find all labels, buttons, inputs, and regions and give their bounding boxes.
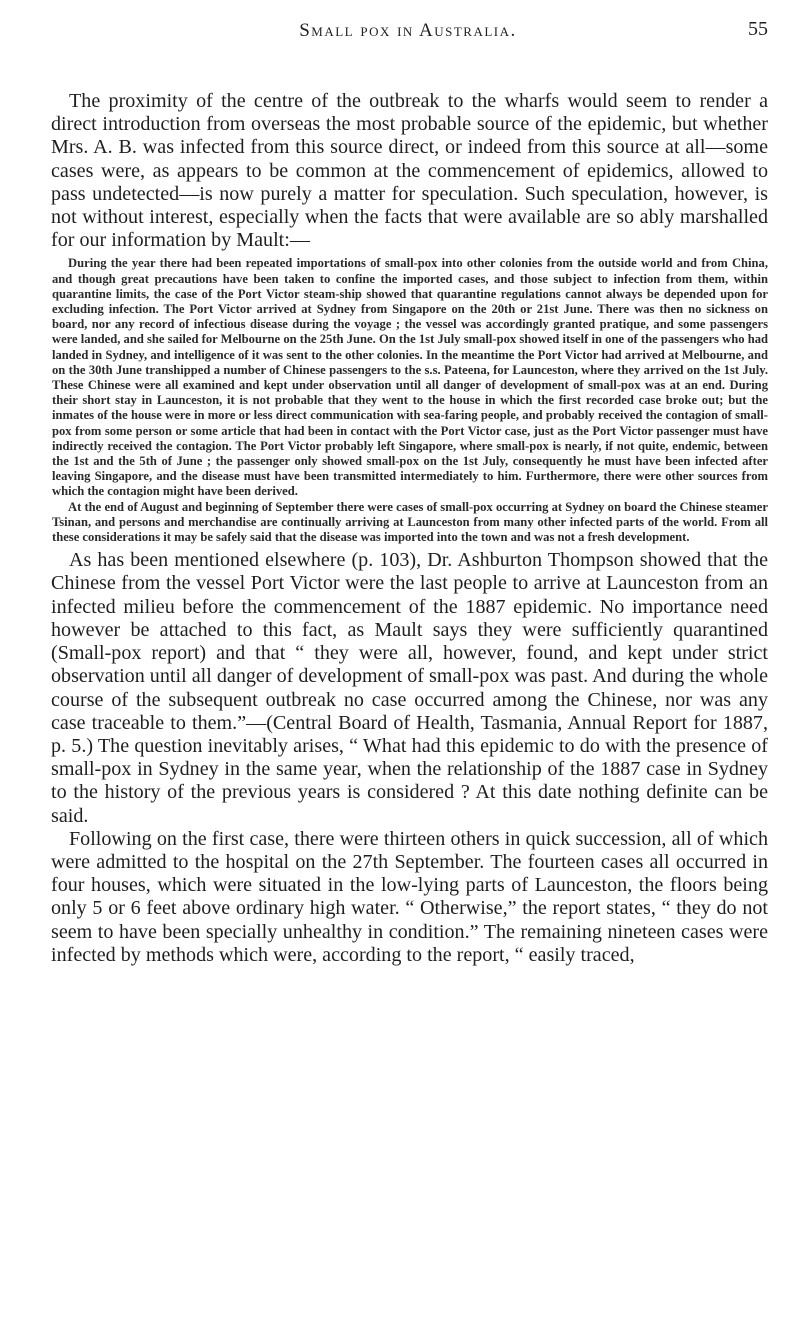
quotation-paragraph-1: During the year there had been repeated importations of small-pox into other colonies from the outside world and from China, and though great precautions have been taken to confine the imported cases, and those subject to infection from them, within quarantine limits, the case of the Port Victor steam-ship showed that quarantine regulations cannot always be depended upon for excluding infection. The Port Victor arrived at Sydney from Singapore on the 20th or 21st June. There was then no sickness on board, nor any record of infectious disease during the voyage ; the vessel was accordingly granted pratique, and some passengers were landed, and she sailed for Melbourne on the 25th June. On the 1st July small-pox showed itself in one of the passengers who had landed in Sydney, and intelligence of it was sent to the other colonies. In the meantime the Port Victor had arrived at Melbourne, and on the 30th June transhipped a number of Chinese passengers to the s.s. Pateena, for Launceston, where they arrived on the 1st July. These Chinese were all examined and kept under observation until all danger of development of small-pox was at an end. During their short stay in Launceston, it is not probable that they went to the house in which the first recorded case broke out; but the inmates of the house were in more or less direct communication with sea-faring people, and probably received the contagion of small-pox from some person or some article that had been in contact with the Port Victor case, just as the Port Victor passenger must have indirectly received the contagion. The Port Victor probably left Singapore, where small-pox is nearly, if not quite, endemic, between the 1st and the 5th of June ; the passenger only showed small-pox on the 1st July, consequently he must have been infected after leaving Singapore, and the disease must have been transmitted intermediately to him. Furthermore, there were other sources from which the contagion might have been derived. [52,256,768,499]
page-number: 55 [748,18,768,40]
paragraph-proximity: The proximity of the centre of the outbreak to the wharfs would seem to render a direct introduction from overseas the most probable source of the epidemic, but whether Mrs. A. B. was infected from this source direct, or indeed from this source at all—some cases were, as appears to be common at the commencement of epidemics, allowed to pass undetected—is now purely a matter for speculation. Such speculation, however, is not without interest, especially when the facts that were available are so ably marshalled for our information by Mault:— [51,90,768,252]
running-title: Small pox in Australia. [299,20,517,41]
quotation-paragraph-2: At the end of August and beginning of September there were cases of small-pox occurring at Sydney on board the Chinese steamer Tsinan, and persons and merchandise are continually arriving at Launceston from many other infected parts of the world. From all these considerations it may be safely said that the disease was imported into the town and was not a fresh development. [52,499,768,545]
paragraph-following-cases: Following on the first case, there were thirteen others in quick succession, all of which were admitted to the hospital on the 27th September. The fourteen cases all occurred in four houses, which were situated in the low-lying parts of Launceston, the floors being only 5 or 6 feet above ordinary high water. “ Otherwise,” the report states, “ they do not seem to have been specially unhealthy in condition.” The remaining nineteen cases were infected by methods which were, according to the report, “ easily traced, [51,827,768,966]
page [48,0,768,967]
mault-quotation [52,256,768,545]
paragraph-ashburton-thompson: As has been mentioned elsewhere (p. 103), Dr. Ashburton Thompson showed that the Chinese from the vessel Port Victor were the last people to arrive at Launceston from an infected milieu before the commencement of the 1887 epidemic. No importance need however be attached to this fact, as Mault says they were sufficiently quarantined (Small-pox report) and that “ they were all, however, found, and kept under strict observation until all danger of development of small-pox was past. And during the whole course of the subsequent outbreak no case occurred among the Chinese, nor was any case traceable to them.”—(Central Board of Health, Tasmania, Annual Report for 1887, p. 5.) The question inevitably arises, “ What had this epidemic to do with the presence of small-pox in Sydney in the same year, when the relationship of the 1887 case in Sydney to the history of the previous years is considered ? At this date nothing definite can be said. [51,549,768,827]
running-head [48,0,768,46]
